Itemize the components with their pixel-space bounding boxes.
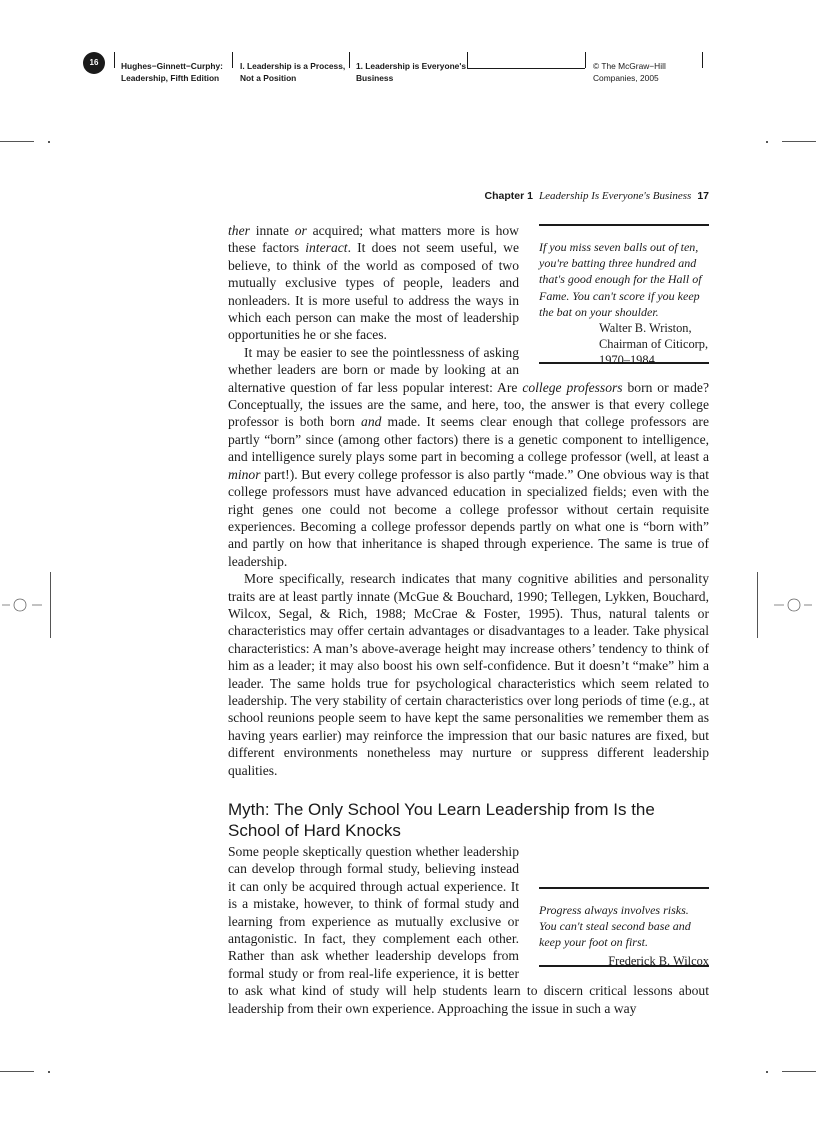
crop-mark — [48, 141, 50, 143]
text-span: part!). But every college professor is also partly “made.” One obvious way is that college professors must have advanced education in specialized fields; even with the right genes one could not become a college professor without certain requisite experiences. Becoming a college professor depends partly on what one is “born with” and partly on how that inheritance is shaped through experience. The same is true of leadership. — [228, 466, 709, 569]
sidebar-quote-text: Progress always involves risks. You can't steal second base and keep your foot on first. — [539, 903, 691, 950]
paragraph: More specifically, research indicates that many cognitive abilities and personality traits are at least partly innate (McGue & Bouchard, 1990; Tellegen, Lykken, Bouchard, Wilcox, Segal, & Rich, 1988; McCrae & Foster, 1995). Thus, natural talents or characteristics may offer certain advantages or disadvantages to a leader. Take physical characteristics: A man’s above-average height may increase others’ tendency to think of him as a leader; it may also boost his own self-confidence. But it doesn’t “make” him a leader. The same holds true for psychological characteristics which seem related to leadership. The very stability of certain characteristics over long periods of time (e.g., at school reunions people seem to have kept the same personalities we remember them as having years earlier) may reinforce the impression that our basic natures are fixed, but different environments nonetheless may nurture or suppress different leadership qualities. — [228, 571, 709, 778]
running-head-title: Leadership Is Everyone's Business — [538, 190, 692, 202]
text-span: college professors — [522, 379, 623, 395]
attribution-role: Chairman of Citicorp, — [599, 337, 709, 352]
header-copyright-line1: © The McGraw−Hill — [593, 61, 666, 71]
running-head — [485, 190, 709, 202]
section-heading: Myth: The Only School You Learn Leadership from Is the School of Hard Knocks — [228, 800, 655, 840]
header-divider — [232, 52, 233, 68]
crop-mark — [766, 1071, 768, 1073]
crop-mark — [766, 141, 768, 143]
registration-mark-right — [770, 590, 816, 620]
header-part-line2: Not a Position — [240, 73, 297, 83]
text-span: minor — [228, 466, 261, 482]
crop-mark — [0, 1071, 34, 1072]
header-chapter — [356, 52, 464, 84]
page-body — [228, 222, 709, 1017]
text-span: . It does not seem useful, we believe, to think of the world as composed of two mutually exclusive types of people, leaders and nonleaders. It is more useful to address the ways in which each person can make the most of leadership opportunities he or she faces. — [228, 240, 519, 343]
header-authors: Hughes−Ginnett−Curphy: — [121, 61, 223, 71]
running-head-chapter: Chapter 1 — [484, 190, 533, 202]
header-copyright — [593, 52, 693, 84]
header-divider — [467, 52, 468, 68]
crop-mark — [757, 572, 758, 638]
crop-mark — [50, 572, 51, 638]
text-span: born or made? Conceptually, the issues are the same, and here, too, the answer is that every college professor is both born — [228, 379, 709, 430]
header-divider — [702, 52, 703, 68]
sidebar-quote-attribution — [599, 320, 709, 369]
crop-mark — [782, 141, 816, 142]
header-divider — [585, 52, 586, 68]
text-span: and — [361, 414, 382, 430]
text-span: interact — [305, 240, 348, 256]
text-span: It may be easier to see the pointlessness of asking whether leaders are born or made by looking at an alternative question of far less popular interest: Are — [228, 344, 523, 395]
header-part — [240, 52, 346, 84]
header-part-line1: I. Leadership is a Process, — [240, 61, 346, 71]
text-span: ther — [228, 223, 250, 238]
header-copyright-line2: Companies, 2005 — [593, 73, 659, 83]
header-divider — [349, 52, 350, 68]
text-span: or — [294, 223, 307, 238]
sidebar-quote-text: If you miss seven balls out of ten, you're batting three hundred and that's good enough for the Hall of Fame. You can't score if you keep the bat on your shoulder. — [539, 240, 702, 319]
registration-mark-left — [0, 590, 46, 620]
attribution-years: 1970–1984 — [599, 353, 655, 368]
header-book-info — [121, 52, 231, 84]
header-chapter-line2: Business — [356, 73, 394, 83]
sidebar-quote — [539, 887, 709, 967]
running-head-page-number: 17 — [697, 190, 709, 202]
header-chapter-line1: 1. Leadership is Everyone's — [356, 61, 466, 71]
page-number-badge: 16 — [83, 52, 105, 74]
sidebar-quote — [539, 224, 709, 368]
crop-mark — [0, 141, 34, 142]
crop-mark — [48, 1071, 50, 1073]
header-rule — [467, 68, 585, 69]
header-edition: Leadership, Fifth Edition — [121, 73, 220, 83]
paragraph: Some people skeptically question whether leadership can develop through formal study, believing instead it can only be acquired through actual experience. It is a mistake, however, to think of formal study and learning from experience as mutually exclusive or antagonistic. In fact, they complement each other. Rather than ask whether leadership develops from formal study or from real-life experience, it is better to ask what kind of study will help students learn to discern critical lessons about leadership from their own experience. Approaching the issue in such a way — [228, 844, 709, 1016]
attribution-name: Walter B. Wriston, — [599, 321, 692, 336]
paragraph — [228, 344, 709, 570]
crop-mark — [782, 1071, 816, 1072]
header-divider — [114, 52, 115, 68]
sidebar-quote-attribution: Frederick B. Wilcox — [608, 953, 709, 968]
text-span: acquired; what matters more is how these factors — [228, 223, 519, 256]
text-span: made. It seems clear enough that college professors are partly “born” since (among other factors) there is a genetic component to intelligence, and intelligence surely plays some part in becoming a college professor (well, at least a — [228, 414, 709, 465]
text-span: innate — [249, 223, 295, 238]
